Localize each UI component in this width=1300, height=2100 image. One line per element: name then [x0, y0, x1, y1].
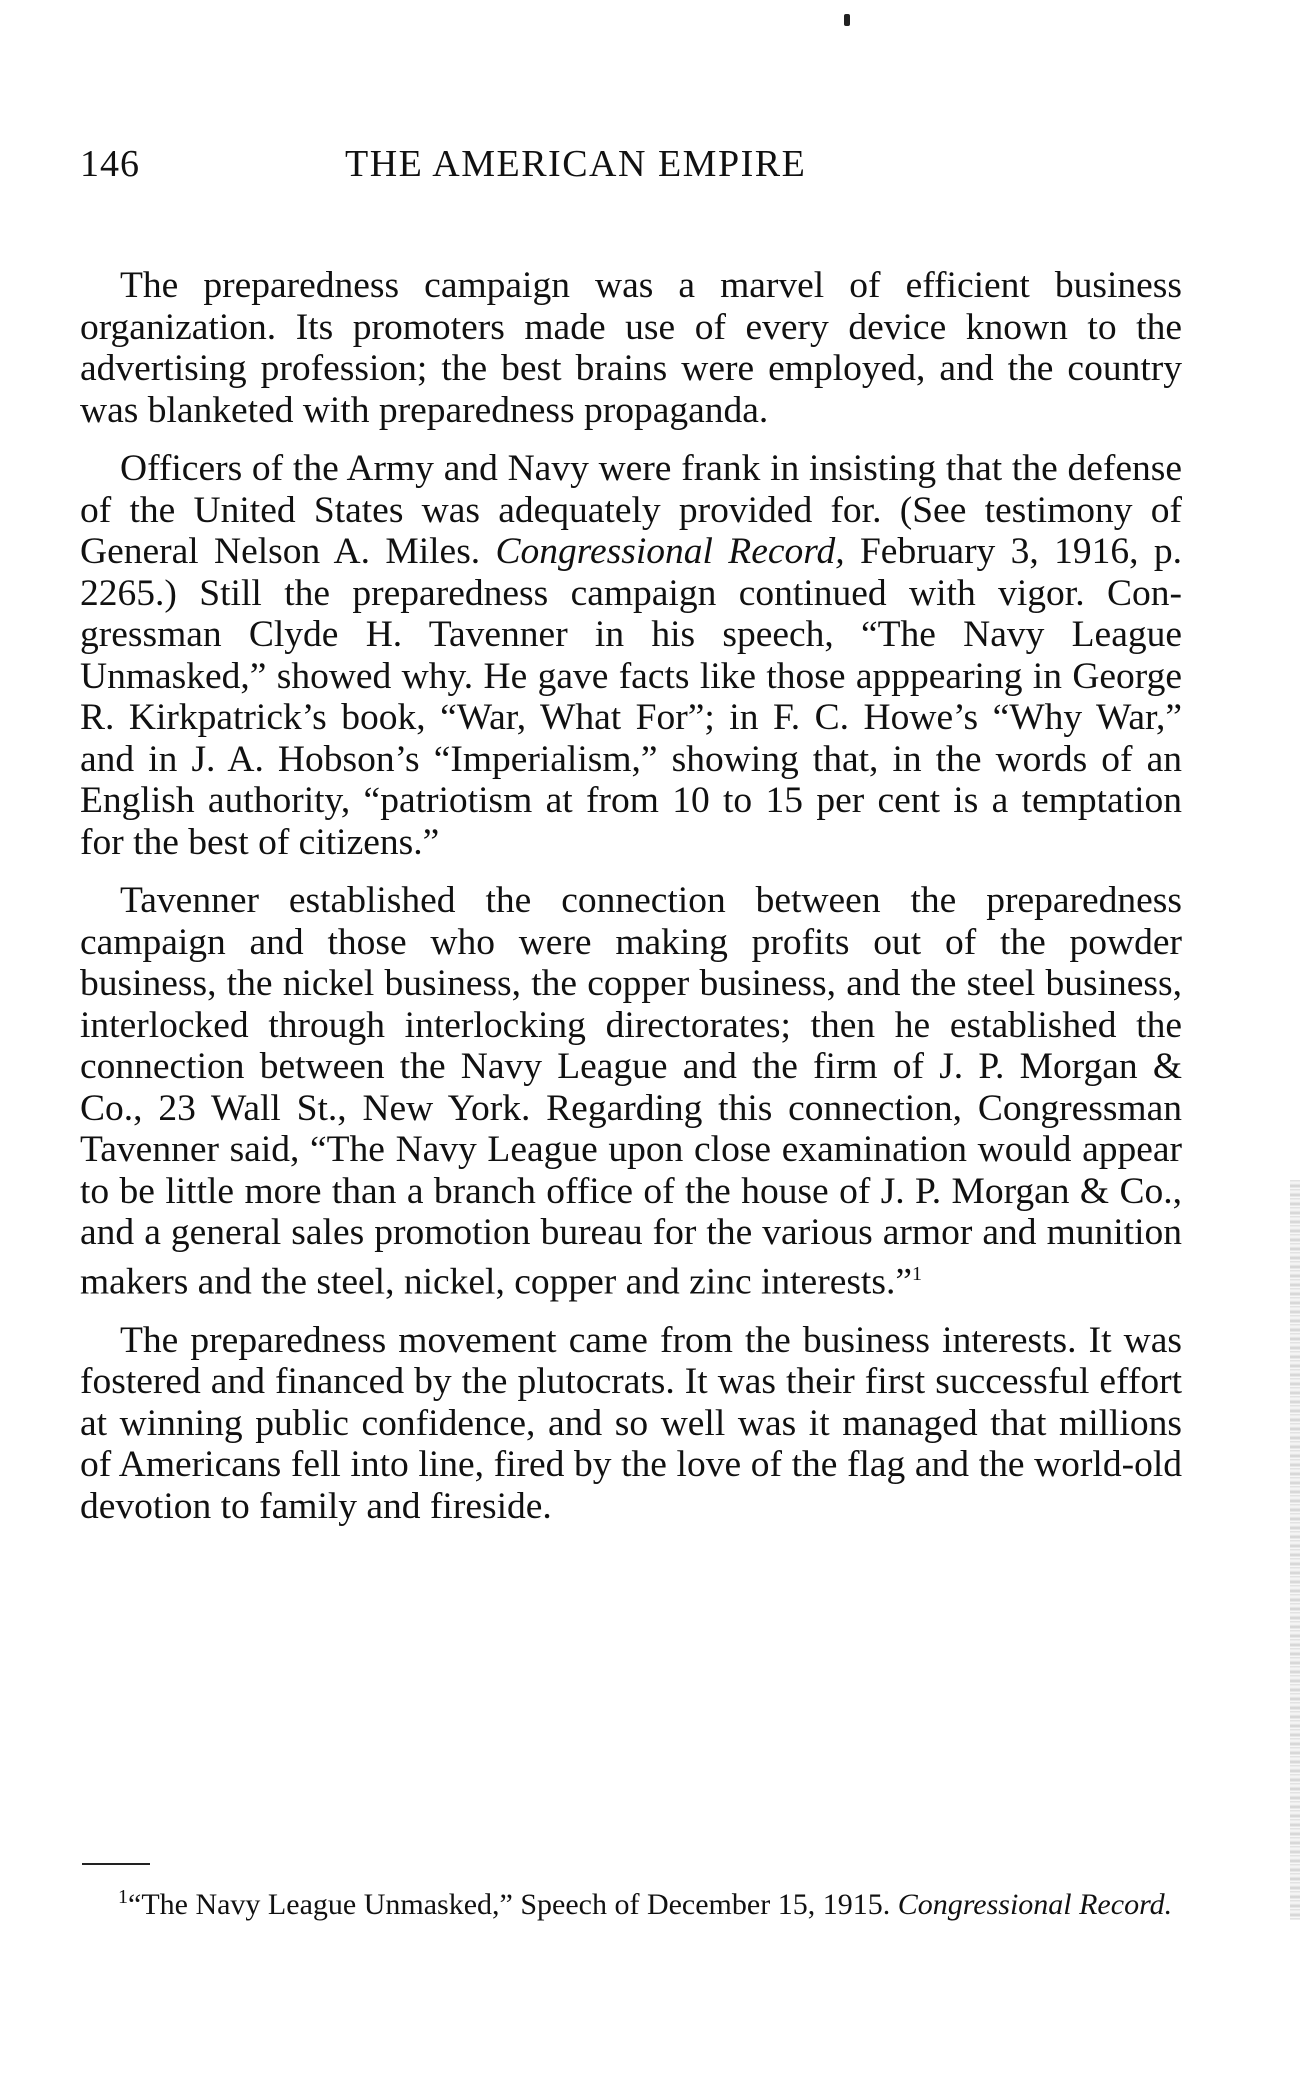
- footnote-text: “The Navy League Unmasked,” Speech of December 15, 1915.: [128, 1888, 891, 1921]
- running-title: THE AMERICAN EMPIRE: [345, 143, 807, 185]
- page-number: 146: [80, 143, 140, 185]
- paragraph-2-italic-citation: Congressional Record,: [495, 531, 845, 572]
- paragraph-2-text-b: February 3, 1916, p. 2265.) Still the preparedness campaign continued with vigor. Congressman Clyde H. Tavenner in his speech, “The Navy League Unmasked,” showed why. He gave facts like those apppearing in George R. Kirkpatrick’s book, “War, What For”; in F. C. Howe’s “Why War,” and in J. A. Hobson’s “Imperialism,” showing that, in the words of an English authority, “patriotism at from 10 to 15 per cent is a temptation for the best of citizens.”: [80, 531, 1183, 863]
- paragraph-3: [80, 880, 1182, 1303]
- running-header: [80, 142, 1180, 190]
- paragraph-3-text: Tavenner established the connection between the preparedness campaign and those who were making profits out of the powder business, the nickel business, the copper business, and the steel business, interlocked through interlocking directorates; then he established the connection between the Navy League and the firm of J. P. Morgan & Co., 23 Wall St., New York. Regarding this connection, Congressman Tavenner said, “The Navy League upon close examination would appear to be little more than a branch office of the house of J. P. Morgan & Co., and a general sales promotion bureau for the various armor and munition makers and the steel, nickel, copper and zinc interests.”: [80, 880, 1182, 1302]
- footnote-reference: 1: [911, 1262, 922, 1285]
- footnote-marker: 1: [118, 1886, 128, 1908]
- footnote: [80, 1880, 1180, 1922]
- paragraph-4: The preparedness movement came from the business interests. It was fostered and financed by the plutocrats. It was their first successful effort at winning public confidence, and so well was it managed that millions of Americans fell into line, fired by the love of the flag and the world-old devotion to family and fireside.: [80, 1319, 1182, 1527]
- paragraph-2: [80, 448, 1182, 863]
- footnote-italic-source: Congressional Record.: [897, 1888, 1173, 1921]
- scan-mark: [844, 14, 850, 26]
- scan-edge-shadow: [1290, 1180, 1300, 1920]
- paragraph-2-text-a: Officers of the Army and Navy were frank in insisting that the defense of the United States was adequately provided for. (See testimony of General Nelson A. Miles.: [80, 448, 1182, 572]
- footnote-divider: [82, 1863, 150, 1865]
- footnote-body: [80, 1880, 1180, 1922]
- paragraph-1: The preparedness campaign was a marvel of efficient business organization. Its promoters made use of every device known to the advertising profession; the best brains were employed, and the country was blanketed with preparedness propaganda.: [80, 265, 1182, 431]
- body-text: [80, 265, 1182, 1544]
